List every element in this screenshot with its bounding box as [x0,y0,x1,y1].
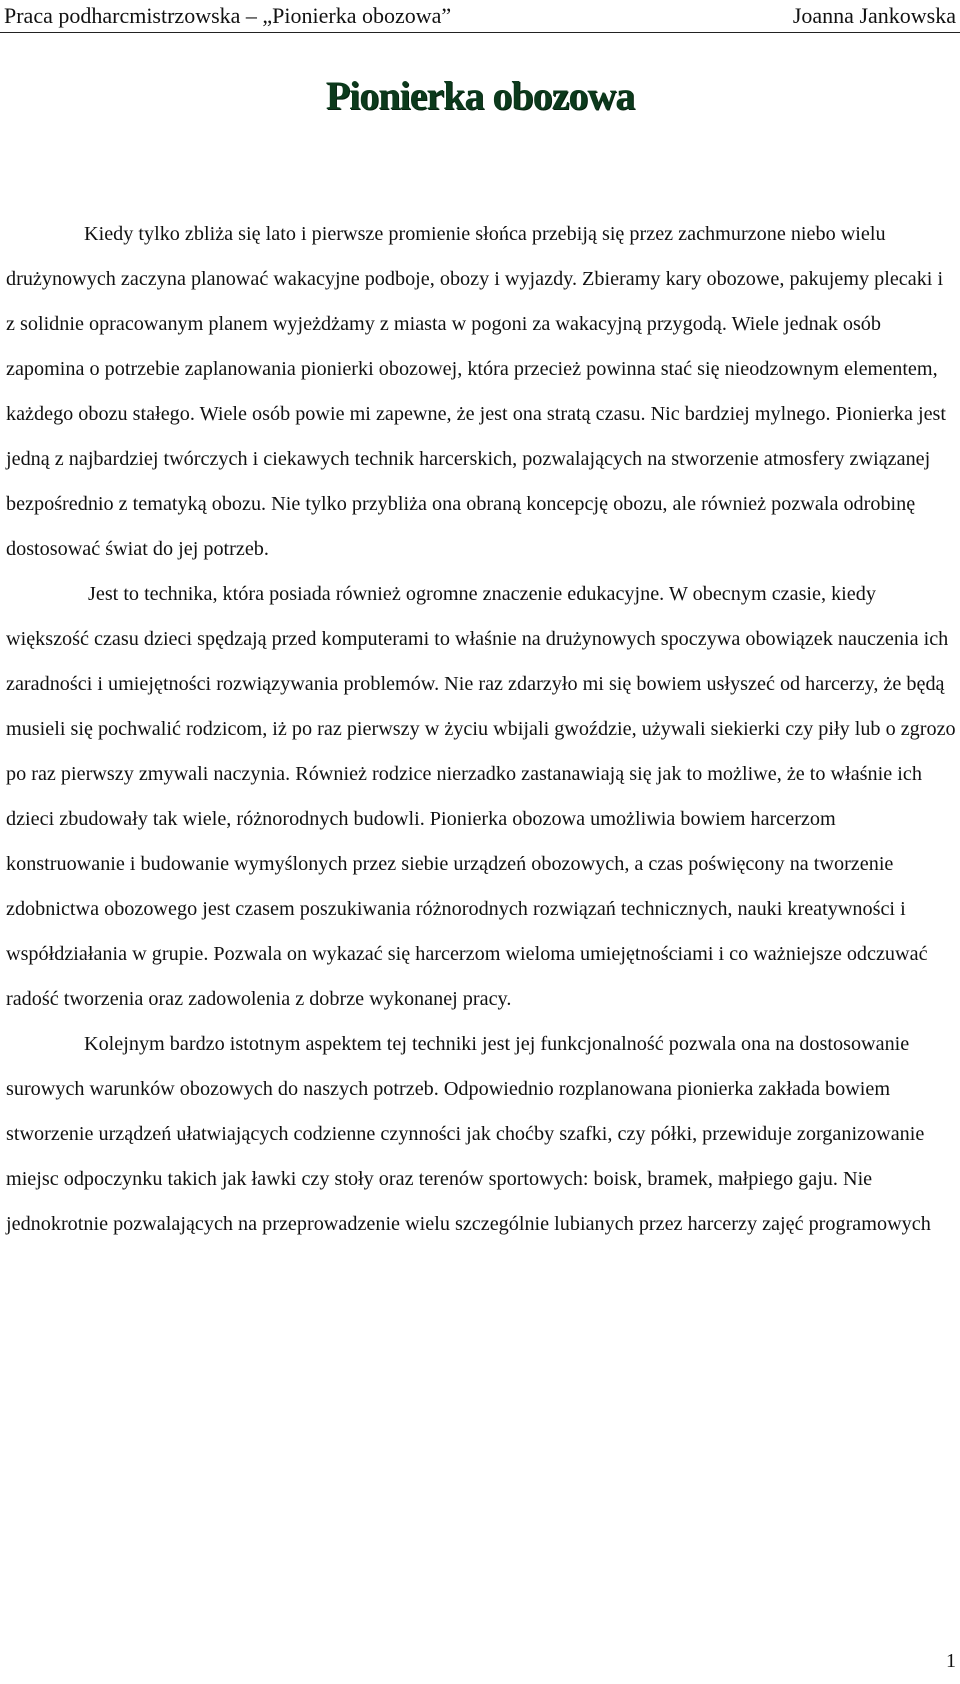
header-document-title: Praca podharcmistrzowska – „Pionierka obozowa” [4,3,452,28]
page-header [0,0,960,33]
paragraph: Kiedy tylko zbliża się lato i pierwsze promienie słońca przebiją się przez zachmurzone niebo wielu drużynowych zaczyna planować wakacyjne podboje, obozy i wyjazdy. Zbieramy kary obozowe, pakujemy plecaki i z solidnie opracowanym planem wyjeżdżamy z miasta w pogoni za wakacyjną przygodą. Wiele jednak osób zapomina o potrzebie zaplanowania pionierki obozowej, która przecież powinna stać się nieodzownym elementem, każdego obozu stałego. Wiele osób powie mi zapewne, że jest ona stratą czasu. Nic bardziej mylnego. Pionierka jest jedną z najbardziej twórczych i ciekawych technik harcerskich, pozwalających na stworzenie atmosfery związanej bezpośrednio z tematyką obozu. Nie tylko przybliża ona obraną koncepcję obozu, ale również pozwala odrobinę dostosować świat do jej potrzeb. [6,223,947,560]
paragraph: Kolejnym bardzo istotnym aspektem tej techniki jest jej funkcjonalność pozwala ona na dostosowanie surowych warunków obozowych do naszych potrzeb. Odpowiednio rozplanowana pionierka zakłada bowiem stworzenie urządzeń ułatwiających codzienne czynności jak choćby szafki, czy półki, przewiduje zorganizowanie miejsc odpoczynku takich jak ławki czy stoły oraz terenów sportowych: boisk, bramek, małpiego gaju. Nie jednokrotnie pozwalających na przeprowadzenie wielu szczególnie lubianych przez harcerzy zajęć programowych [6,1033,931,1235]
document-title: Pionierka obozowa [325,73,635,118]
header-author: Joanna Jankowska [792,3,956,28]
document-body [6,212,956,1247]
page-number: 1 [946,1650,956,1672]
paragraph: Jest to technika, która posiada również ogromne znaczenie edukacyjne. W obecnym czasie, kiedy większość czasu dzieci spędzają przed komputerami to właśnie na drużynowych spoczywa obowiązek nauczenia ich zaradności i umiejętności rozwiązywania problemów. Nie raz zdarzyło mi się bowiem usłyszeć od harcerzy, że będą musieli się pochwalić rodzicom, iż po raz pierwszy w życiu wbijali gwoździe, używali siekierki czy piły lub o zgrozo po raz pierwszy zmywali naczynia. Również rodzice nierzadko zastanawiają się jak to możliwe, że to właśnie ich dzieci zbudowały tak wiele, różnorodnych budowli. Pionierka obozowa umożliwia bowiem harcerzom konstruowanie i budowanie wymyślonych przez siebie urządzeń obozowych, a czas poświęcony na tworzenie zdobnictwa obozowego jest czasem poszukiwania różnorodnych rozwiązań technicznych, nauki kreatywności i współdziałania w grupie. Pozwala on wykazać się harcerzom wieloma umiejętnościami i co ważniejsze odczuwać radość tworzenia oraz zadowolenia z dobrze wykonanej pracy. [6,583,956,1010]
